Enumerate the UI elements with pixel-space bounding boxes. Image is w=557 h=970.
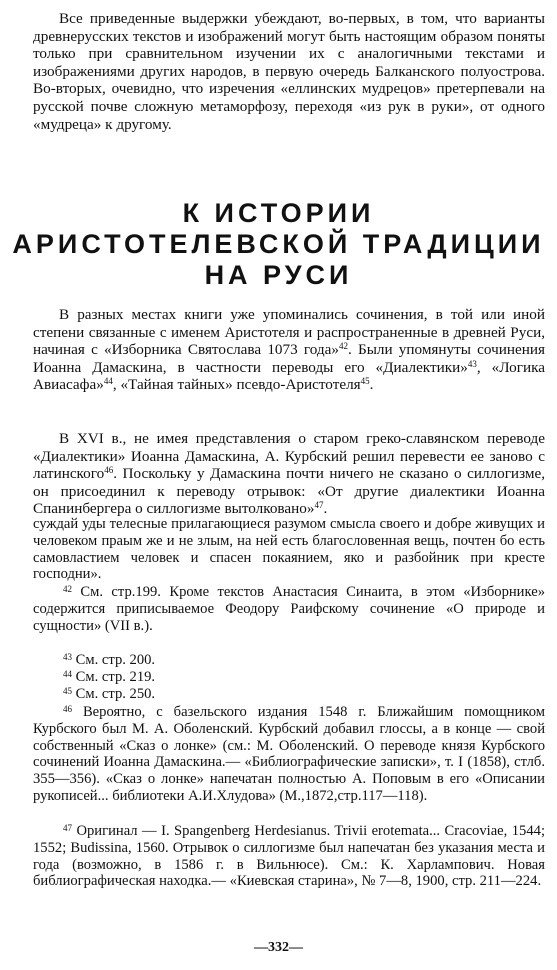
footnote-42-number: 42 (63, 584, 72, 594)
footnote-44-number: 44 (63, 669, 72, 679)
footnote-42-text: См. стр.199. Кроме текстов Анастасия Синаита, в этом «Изборнике» содержится приписываемое Феодору Раифскому сочинение «О природе и сущности» (VII в.). (33, 584, 545, 634)
footnote-45-number: 45 (63, 686, 72, 696)
footnote-44-text: См. стр. 219. (72, 669, 156, 685)
p2-text-1: В XVI в., не имея представления о старом греко-славянском переводе «Диалектики» Иоанна Дамаскина, А. Курбский решил перевести ее заново с латинского (33, 430, 545, 483)
body-paragraph-2 (33, 430, 545, 518)
p2-text-3: . (323, 500, 328, 518)
footnote-47-number: 47 (63, 823, 72, 833)
footnote-43 (33, 652, 545, 669)
chapter-heading-line-2: АРИСТОТЕЛЕВСКОЙ ТРАДИЦИИ (12, 229, 545, 259)
footnote-ref-46: 46 (104, 465, 114, 476)
footnote-continuation: суждай уды телесные прилагающиеся разумом смысла своего и добре живущих и человеком праым же и не злым, на ней есть благословенная вещь, почтен бо есть самовластием человек и спасен покаянием, яко и разбойник при кресте господни». (33, 516, 545, 583)
intro-paragraph: Все приведенные выдержки убеждают, во-первых, в том, что варианты древнерусских текстов и изображений могут быть настоящим образом поняты только при сравнительном изучении их с аналогичными текстами и изображениями других народов, в первую очередь Балканского полуострова. Во-вторых, очевидно, что изречения «еллинских мудрецов» претерпевали на русской почве сложную метаморфозу, переходя «из рук в руки», от одного «мудреца» к другому. (33, 10, 545, 133)
footnote-ref-44: 44 (103, 376, 113, 387)
page-number: —332— (254, 940, 303, 955)
p2-text-2: . Поскольку у Дамаскина почти ничего не сказано о силлогизме, он присоединил к переводу отрывок: «От другие диалектики Иоанна Спанинбергера о силлогизме вытолковано» (33, 465, 545, 518)
p1-text-2: . Были упомянуты сочинения Иоанна Дамаскина, в частности переводы его «Диалектики» (33, 341, 546, 376)
p1-text-1: В разных местах книги уже упоминались сочинения, в той или иной степени связанные с именем Аристотеля и распространенные в древней Руси, начиная с «Изборника Святослава 1073 года» (33, 306, 545, 359)
footnote-42 (33, 584, 545, 634)
footnote-ref-45: 45 (360, 376, 370, 387)
footnote-43-text: См. стр. 200. (72, 652, 156, 668)
p1-text-4: , «Тайная тайных» псевдо-Аристотеля (112, 376, 361, 394)
footnote-46-text: Вероятно, с базельского издания 1548 г. Ближайшим помощником Курбского был М. А. Оболенский. Курбский добавил глоссы, а в конце — свой собственный «Сказ о лонке» (см.: М. Оболенский. О переводе князя Курбского сочинений Иоанна Дамаскина.— «Библиографические записки», т. I (1858), стлб. 355—356). «Сказ о лонке» напечатан полностью А. Поповым в его «Описании рукописей... библиотеки А.И.Хлудова» (М.,1872,стр.117—118). (33, 704, 545, 804)
footnote-47 (33, 823, 545, 890)
p1-text-5: . (369, 376, 374, 394)
footnote-45-text: См. стр. 250. (72, 686, 156, 702)
footnote-46-number: 46 (63, 704, 72, 714)
footnote-44 (33, 669, 545, 686)
body-paragraph-1 (33, 306, 545, 394)
chapter-heading-line-3: НА РУСИ (204, 260, 353, 290)
footnote-45 (33, 686, 545, 703)
footnote-ref-42: 42 (338, 341, 348, 352)
chapter-heading (0, 198, 557, 291)
footnote-47-text: Оригинал — I. Spangenberg Herdesianus. Trivii erotemata... Cracoviae, 1544; 1552; Budissina, 1560. Отрывок о силлогизме был напечатан без указания места и года (возможно, в 1586 г. в Вильнюсе). См.: К. Харлампович. Новая библиографическая находка.— «Киевская старина», № 7—8, 1900, стр. 211—224. (33, 823, 545, 890)
p1-text-3: , «Логика Авиасафа» (33, 358, 545, 394)
footnote-43-number: 43 (63, 652, 72, 662)
footnote-ref-47: 47 (314, 500, 324, 511)
chapter-heading-line-1: К ИСТОРИИ (182, 198, 375, 228)
footnote-46 (33, 704, 545, 805)
footnote-ref-43: 43 (467, 358, 477, 369)
